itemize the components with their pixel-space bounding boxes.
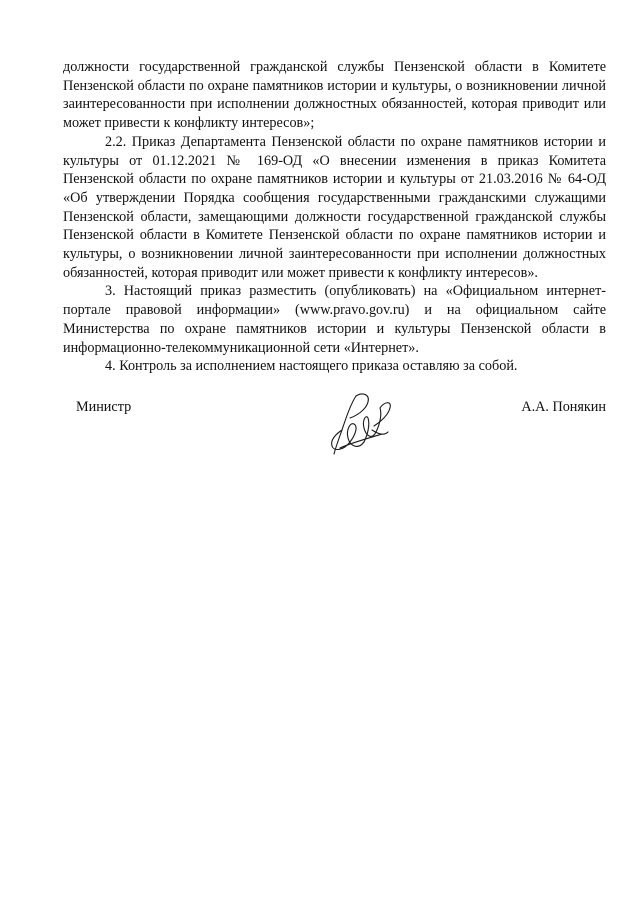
paragraph-2-2: 2.2. Приказ Департамента Пензенской области по охране памятников истории и культуры от 01.12.2021 № 169-ОД «О внесении изменения в приказ Комитета Пензенской области по охране памятников истории и культуры от 21.03.2016 № 64-ОД «Об утверждении Порядка сообщения государственными гражданскими служащими Пензенской области, замещающими должности государственной гражданской службы Пензенской области в Комитете Пензенской области по охране памятников истории и культуры, о возникновении личной заинтересованности при исполнении должностных обязанностей, которая приводит или может привести к конфликту интересов». — [63, 133, 606, 281]
signer-position: Министр — [76, 399, 132, 415]
paragraph-4: 4. Контроль за исполнением настоящего приказа оставляю за собой. — [105, 358, 518, 375]
document-body — [63, 58, 606, 376]
signer-name: А.А. Понякин — [521, 399, 606, 415]
handwritten-signature-icon — [322, 390, 402, 462]
paragraph-continuation: должности государственной гражданской службы Пензенской области в Комитете Пензенской области по охране памятников истории и культуры, о возникновении личной заинтересованности при исполнении должностных обязанностей, которая приводит или может привести к конфликту интересов»; — [63, 59, 606, 132]
paragraph-3: 3. Настоящий приказ разместить (опубликовать) на «Официальном интернет-портале правовой информации» (www.pravo.gov.ru) и на официальном сайте Министерства по охране памятников истории и культуры Пензенской области в информационно-телекоммуникационной сети «Интернет». — [63, 283, 606, 356]
